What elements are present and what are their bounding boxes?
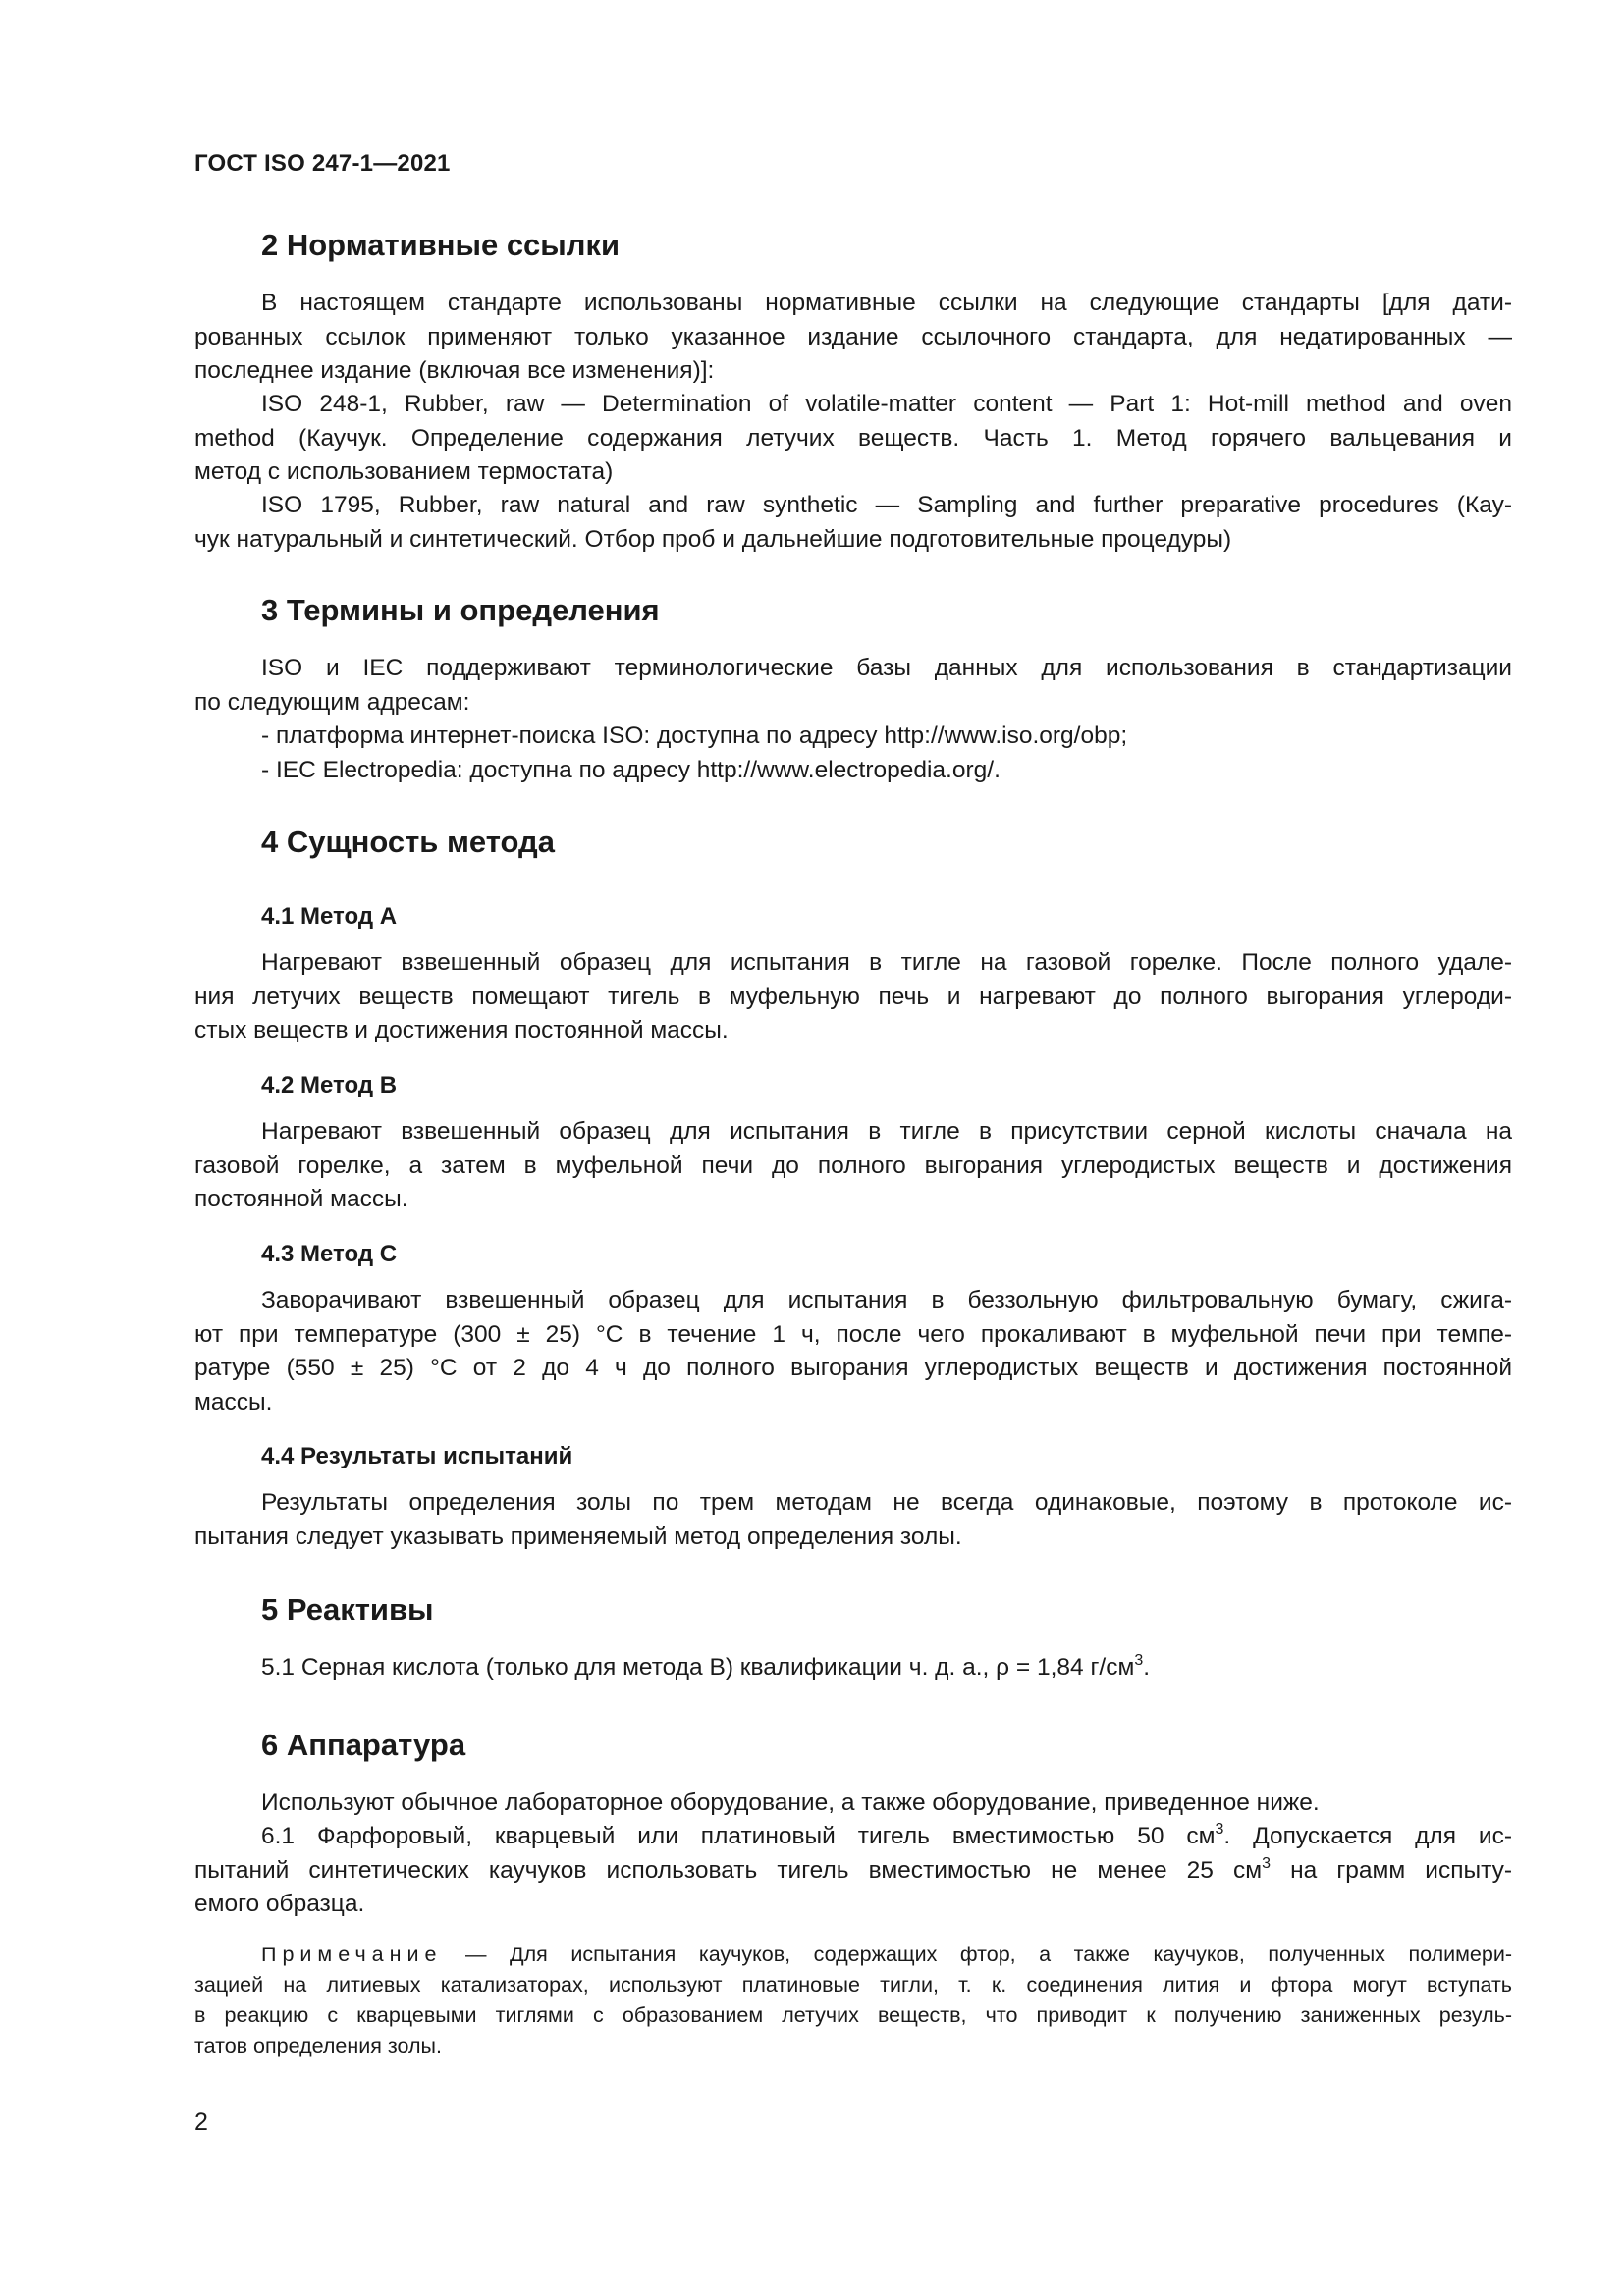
s2-intro-line-1: В настоящем стандарте использованы нормативные ссылки на следующие стандарты [для дати- — [261, 290, 1512, 316]
subsection-4-1-text — [194, 946, 1512, 1048]
subsection-4-4-text — [194, 1486, 1512, 1554]
s5-item-text: 5.1 Серная кислота (только для метода В) квалификации ч. д. а., ρ = 1,84 г/см — [261, 1654, 1135, 1681]
subsection-4-1-title: 4.1 Метод А — [261, 903, 398, 930]
note-line-4: татов определения золы. — [194, 2034, 442, 2057]
s4-m3-line-4: массы. — [194, 1388, 273, 1415]
s4-m2-line-2: газовой горелке, а затем в муфельной печи до полного выгорания углеродистых веществ и достижения — [194, 1151, 1512, 1179]
s2-ref1-line-3: метод с использованием термостата) — [194, 458, 614, 485]
s6-p1-e: емого образца. — [194, 1891, 365, 1917]
s6-p1-d: на грамм испыту- — [1271, 1856, 1512, 1884]
subsection-4-4-title: 4.4 Результаты испытаний — [261, 1443, 573, 1469]
section-2-intro — [194, 287, 1512, 389]
section-4-title: 4 Сущность метода — [261, 825, 555, 859]
s3-intro-line-2: по следующим адресам: — [194, 688, 470, 716]
s6-intro-text: Используют обычное лабораторное оборудование, а также оборудование, приведенное ниже. — [261, 1789, 1320, 1816]
s6-p1-sup-1: 3 — [1215, 1821, 1224, 1838]
s4-m1-line-3: стых веществ и достижения постоянной массы. — [194, 1017, 729, 1043]
subsection-4-2-text — [194, 1115, 1512, 1217]
s2-ref2-line-1: ISO 1795, Rubber, raw natural and raw synthetic — Sampling and further preparative procedures (Кау- — [261, 492, 1512, 518]
page-number: 2 — [194, 2109, 208, 2136]
s4-m3-line-3: ратуре (550 ± 25) °С от 2 до 4 ч до полного выгорания углеродистых веществ и достижения постоянной — [194, 1355, 1512, 1381]
s3-intro-line-1: ISO и IEC поддерживают терминологические базы данных для использования в стандартизации — [261, 655, 1512, 681]
note-label: Примечание — [261, 1943, 443, 1966]
s4-m3-line-1: Заворачивают взвешенный образец для испытания в беззольную фильтровальную бумагу, сжига- — [261, 1287, 1512, 1313]
s5-item-end: . — [1143, 1654, 1151, 1681]
s4-m2-line-3: постоянной массы. — [194, 1186, 408, 1212]
s6-p1-a: 6.1 Фарфоровый, кварцевый или платиновый тигель вместимостью 50 см — [261, 1823, 1216, 1849]
section-3-intro — [194, 652, 1512, 720]
section-6-title: 6 Аппаратура — [261, 1728, 466, 1762]
subsection-4-3-text — [194, 1284, 1512, 1419]
reference-iso-1795 — [194, 489, 1512, 557]
section-2-title: 2 Нормативные ссылки — [261, 228, 621, 262]
note-line-3: в реакцию с кварцевыми тиглями с образованием летучих веществ, что приводит к получению заниженных резуль- — [194, 2003, 1512, 2027]
s4-m4-line-2: пытания следует указывать применяемый метод определения золы. — [194, 1522, 962, 1550]
s6-p1-b: . Допускается для ис- — [1223, 1823, 1512, 1849]
section-6-note — [194, 1940, 1512, 2061]
s4-m3-line-2: ют при температуре (300 ± 25) °С в течение 1 ч, после чего прокаливают в муфельной печи при темпе- — [194, 1320, 1512, 1348]
subsection-4-3-title: 4.3 Метод С — [261, 1241, 398, 1267]
section-6-1-text — [194, 1820, 1512, 1922]
subsection-4-2-title: 4.2 Метод В — [261, 1072, 398, 1098]
section-3-title: 3 Термины и определения — [261, 593, 660, 627]
section-3-list — [194, 720, 1512, 787]
s2-ref1-line-1: ISO 248-1, Rubber, raw — Determination of volatile-matter content — Part 1: Hot-mill method and oven — [261, 391, 1512, 417]
s2-ref2-line-2: чук натуральный и синтетический. Отбор проб и дальнейшие подготовительные процедуры) — [194, 525, 1232, 553]
section-5-item — [194, 1651, 1512, 1685]
section-6-intro — [194, 1787, 1512, 1821]
s6-p1-c: пытаний синтетических каучуков использовать тигель вместимостью не менее 25 см — [194, 1856, 1263, 1884]
s3-list-item-iec: - IEC Electropedia: доступна по адресу http://www.electropedia.org/. — [261, 756, 1001, 783]
reference-iso-248-1 — [194, 388, 1512, 490]
s4-m1-line-1: Нагревают взвешенный образец для испытания в тигле на газовой горелке. После полного удале- — [261, 949, 1512, 976]
section-5-title: 5 Реактивы — [261, 1592, 434, 1627]
s2-intro-line-2: рованных ссылок применяют только указанное издание ссылочного стандарта, для недатированных — — [194, 323, 1512, 350]
note-line-2: зацией на литиевых катализаторах, используют платиновые тигли, т. к. соединения лития и фтора могут вступать — [194, 1973, 1512, 1997]
document-id: ГОСТ ISO 247-1—2021 — [194, 150, 451, 177]
s2-ref1-line-2: method (Каучук. Определение содержания летучих веществ. Часть 1. Метод горячего вальцевания и — [194, 424, 1512, 452]
s6-p1-sup-2: 3 — [1262, 1854, 1272, 1872]
s4-m4-line-1: Результаты определения золы по трем методам не всегда одинаковые, поэтому в протоколе ис- — [261, 1489, 1512, 1516]
s2-intro-line-3: последнее издание (включая все изменения)]: — [194, 357, 715, 384]
s3-list-item-iso: - платформа интернет-поиска ISO: доступна по адресу http://www.iso.org/obp; — [261, 722, 1128, 749]
s4-m1-line-2: ния летучих веществ помещают тигель в муфельную печь и нагревают до полного выгорания углероди- — [194, 983, 1512, 1010]
note-first-line: — Для испытания каучуков, содержащих фтор, а также каучуков, полученных полимери- — [442, 1943, 1512, 1966]
s5-item-superscript: 3 — [1134, 1652, 1144, 1669]
s4-m2-line-1: Нагревают взвешенный образец для испытания в тигле в присутствии серной кислоты сначала на — [261, 1118, 1512, 1145]
